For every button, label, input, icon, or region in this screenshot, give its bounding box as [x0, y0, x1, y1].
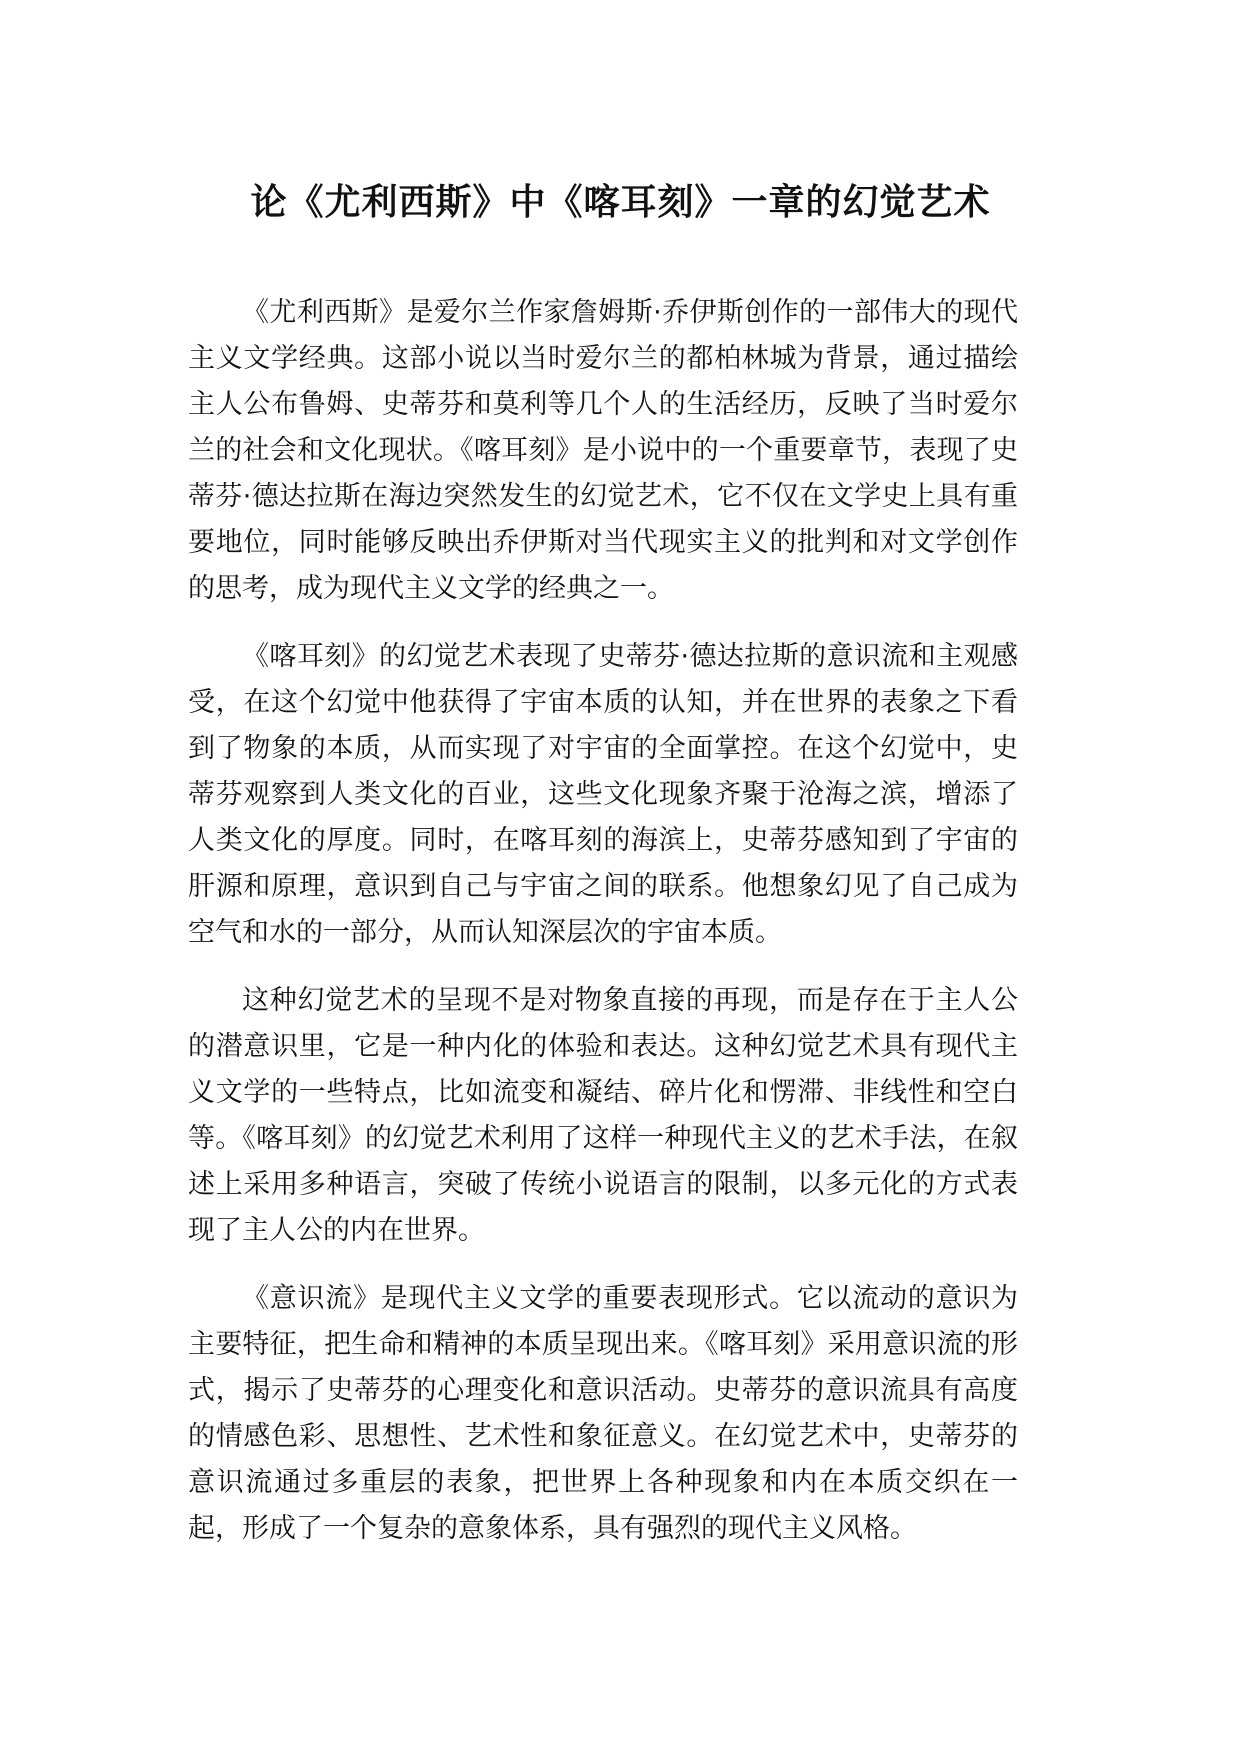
paragraph-1: 《尤利西斯》是爱尔兰作家詹姆斯·乔伊斯创作的一部伟大的现代主义文学经典。这部小说以当时爱尔兰的都柏林城为背景，通过描绘主人公布鲁姆、史蒂芬和莫利等几个人的生活经历，反映了当时爱尔兰的社会和文化现状。《喀耳刻》是小说中的一个重要章节，表现了史蒂芬·德达拉斯在海边突然发生的幻觉艺术，它不仅在文学史上具有重要地位，同时能够反映出乔伊斯对当代现实主义的批判和对文学创作的思考，成为现代主义文学的经典之一。 — [188, 297, 1018, 604]
paragraph-2: 《喀耳刻》的幻觉艺术表现了史蒂芬·德达拉斯的意识流和主观感受，在这个幻觉中他获得了宇宙本质的认知，并在世界的表象之下看到了物象的本质，从而实现了对宇宙的全面掌控。在这个幻觉中，史蒂芬观察到人类文化的百业，这些文化现象齐聚于沧海之滨，增添了人类文化的厚度。同时，在喀耳刻的海滨上，史蒂芬感知到了宇宙的肝源和原理，意识到自己与宇宙之间的联系。他想象幻见了自己成为空气和水的一部分，从而认知深层次的宇宙本质。 — [188, 641, 1018, 948]
document-body — [188, 290, 1018, 1574]
document-title: 论《尤利西斯》中《喀耳刻》一章的幻觉艺术 — [250, 182, 991, 223]
paragraph-3: 这种幻觉艺术的呈现不是对物象直接的再现，而是存在于主人公的潜意识里，它是一种内化的体验和表达。这种幻觉艺术具有现代主义文学的一些特点，比如流变和凝结、碎片化和愣滞、非线性和空白等。《喀耳刻》的幻觉艺术利用了这样一种现代主义的艺术手法，在叙述上采用多种语言，突破了传统小说语言的限制，以多元化的方式表现了主人公的内在世界。 — [188, 985, 1018, 1246]
paragraph-4: 《意识流》是现代主义文学的重要表现形式。它以流动的意识为主要特征，把生命和精神的本质呈现出来。《喀耳刻》采用意识流的形式，揭示了史蒂芬的心理变化和意识活动。史蒂芬的意识流具有高度的情感色彩、思想性、艺术性和象征意义。在幻觉艺术中，史蒂芬的意识流通过多重层的表象，把世界上各种现象和内在本质交织在一起，形成了一个复杂的意象体系，具有强烈的现代主义风格。 — [188, 1283, 1018, 1544]
